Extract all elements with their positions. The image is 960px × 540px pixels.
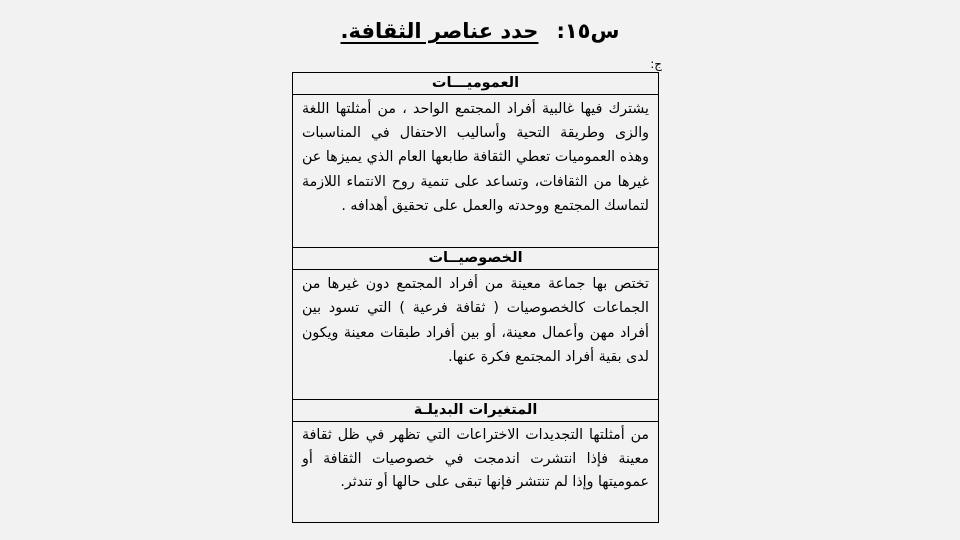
table-row — [293, 270, 659, 400]
question-heading — [341, 19, 620, 43]
table-row — [293, 248, 659, 270]
section-text-generals: يشترك فيها غالبية أفراد المجتمع الواحد ، من أمثلتها اللغة والزى وطريقة التحية وأساليب الاحتفال في المناسبات وهذه العموميات تعطي الثقافة طابعها العام الذي يميزها عن غيرها من الثقافات، وتساعد على تنمية روح الانتماء اللازمة لتماسك المجتمع ووحدته والعمل على تحقيق أهدافه . — [293, 95, 659, 248]
table-row — [293, 95, 659, 248]
question-number: س١٥: — [556, 19, 620, 43]
culture-elements-table — [292, 72, 659, 523]
section-text-specifics: تختص بها جماعة معينة من أفراد المجتمع دون غيرها من الجماعات كالخصوصيات ( ثقافة فرعية ) التي تسود بين أفراد مهن وأعمال معينة، أو بين أفراد طبقات معينة ويكون لدى بقية أفراد المجتمع فكرة عنها. — [293, 270, 659, 400]
table-row — [293, 400, 659, 422]
answer-mark: ج: — [650, 57, 662, 71]
section-heading-generals: العموميـــات — [293, 73, 659, 95]
section-heading-specifics: الخصوصيــات — [293, 248, 659, 270]
slide-title — [0, 8, 960, 54]
table-row — [293, 73, 659, 95]
table-row — [293, 422, 659, 523]
question-text: حدد عناصر الثقافة. — [340, 19, 539, 43]
section-text-alternatives: من أمثلتها التجديدات الاختراعات التي تظهر في ظل ثقافة معينة فإذا انتشرت اندمجت في خصوصيات الثقافة أو عموميتها وإذا لم تنتشر فإنها تبقى على حالها أو تندثر. — [293, 422, 659, 523]
section-heading-alternatives: المتغيرات البديلـة — [293, 400, 659, 422]
